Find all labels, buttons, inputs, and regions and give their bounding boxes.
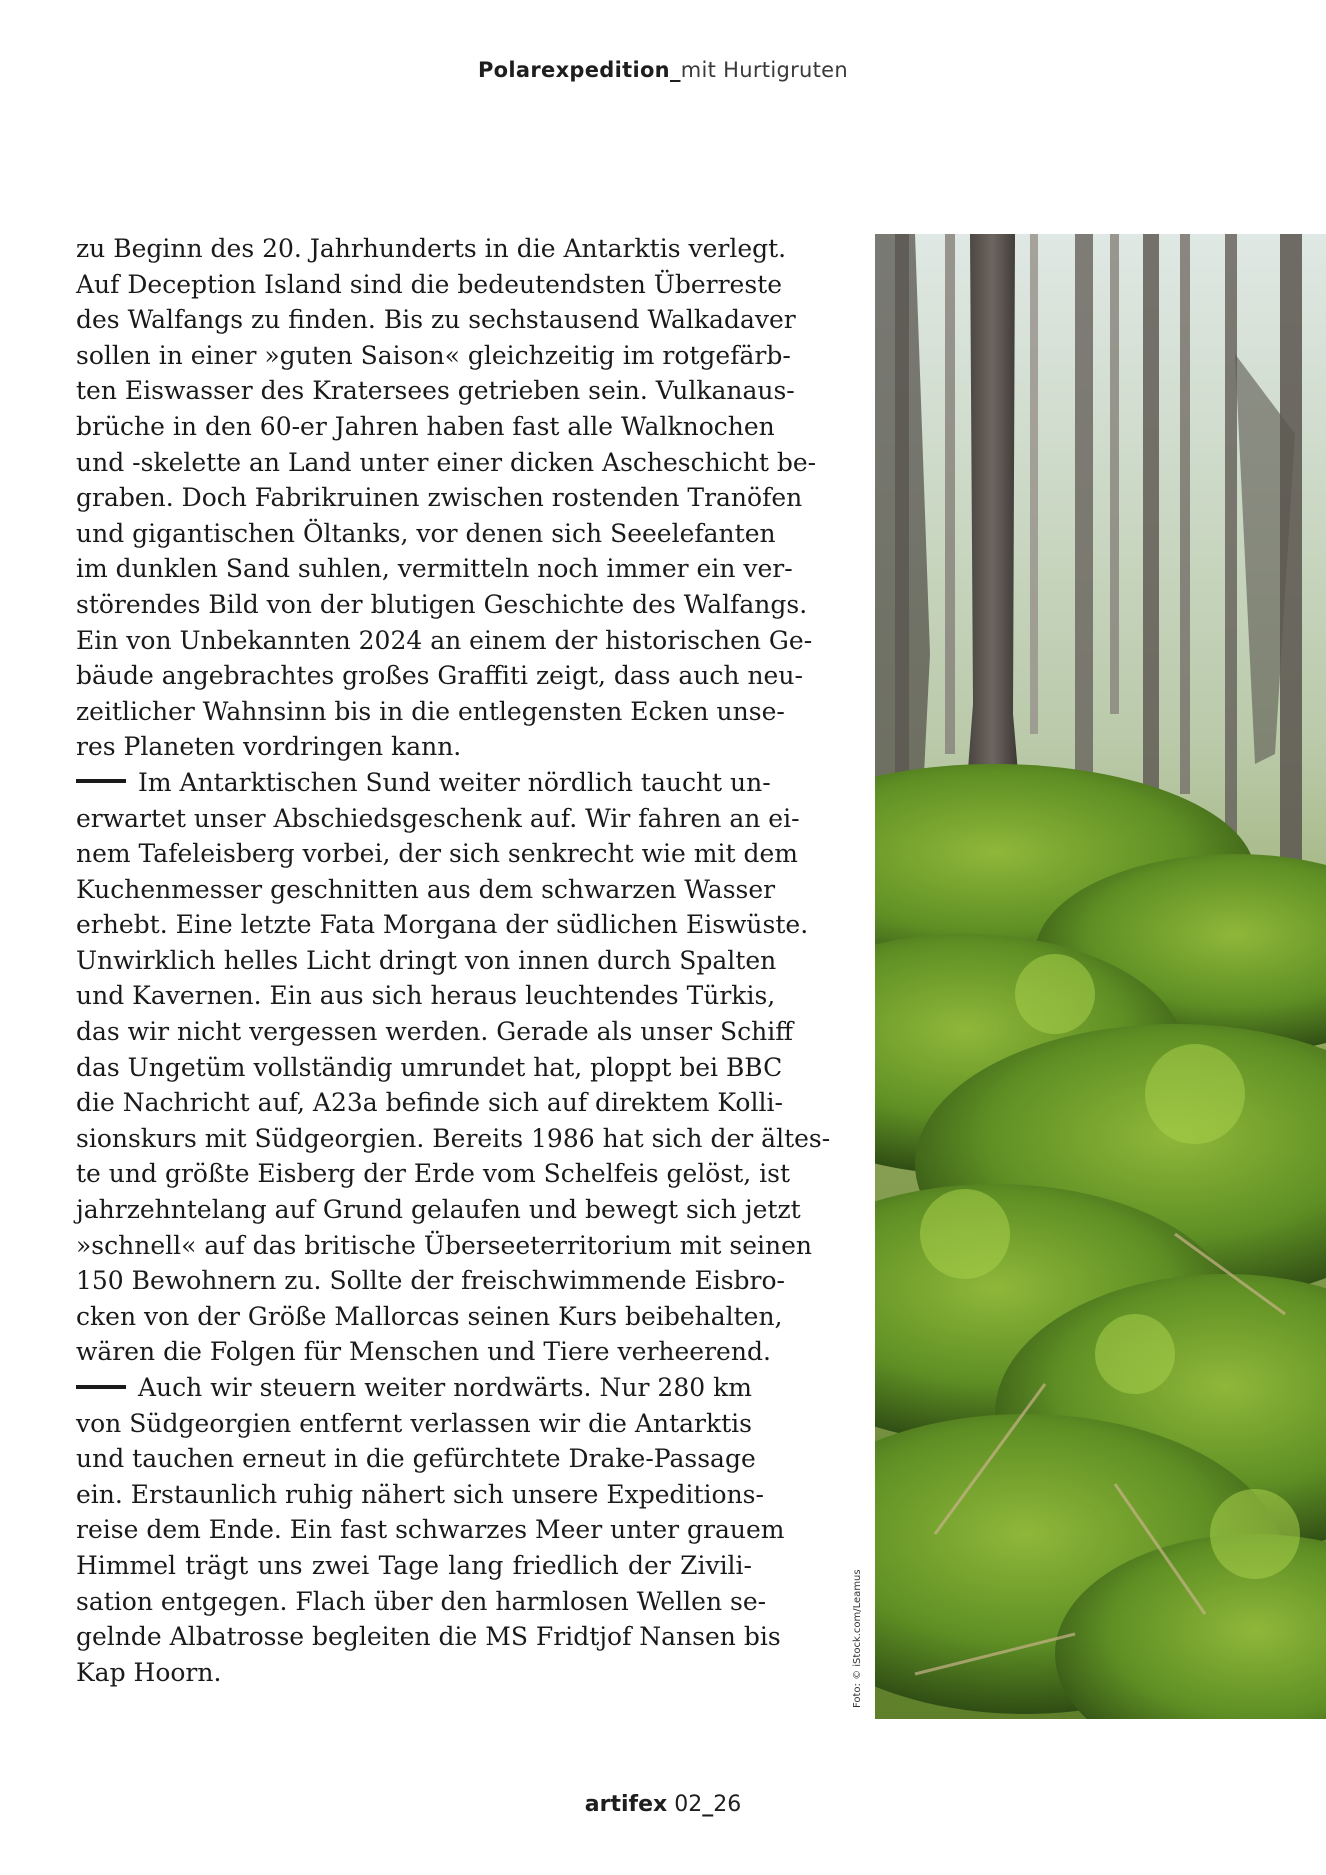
article-line: reise dem Ende. Ein fast schwarzes Meer unter grauem: [76, 1515, 785, 1545]
paragraph-dash: [76, 779, 126, 783]
article-line: Ein von Unbekannten 2024 an einem der historischen Ge-: [76, 625, 813, 655]
magazine-name: artifex: [584, 1792, 668, 1817]
article-line: zu Beginn des 20. Jahrhunderts in die Antarktis verlegt.: [76, 234, 787, 263]
footer-separator: _: [702, 1792, 714, 1817]
article-line: erhebt. Eine letzte Fata Morgana der südlichen Eiswüste.: [76, 910, 809, 940]
header-separator: _: [669, 58, 681, 82]
article-line: Im Antarktischen Sund weiter nördlich taucht un-: [138, 767, 771, 797]
photo-credit: Foto: © iStock.com/Leamus: [852, 1569, 863, 1708]
article-line: nem Tafeleisberg vorbei, der sich senkrecht wie mit dem: [76, 839, 798, 869]
article-line: sollen in einer »guten Saison« gleichzeitig im rotgefärb-: [76, 340, 791, 370]
paragraph-start: [76, 1370, 752, 1406]
article-line: jahrzehntelang auf Grund gelaufen und bewegt sich jetzt: [76, 1195, 801, 1225]
article-line: cken von der Größe Mallorcas seinen Kurs beibehalten,: [76, 1301, 783, 1331]
page-number: 26: [713, 1792, 742, 1817]
article-line: Unwirklich helles Licht dringt von innen durch Spalten: [76, 945, 777, 975]
article-line: das Ungetüm vollständig umrundet hat, ploppt bei BBC: [76, 1052, 783, 1082]
article-line: brüche in den 60-er Jahren haben fast alle Walknochen: [76, 411, 775, 441]
article-line: erwartet unser Abschiedsgeschenk auf. Wir fahren an ei-: [76, 803, 800, 833]
article-line: und -skelette an Land unter einer dicken Ascheschicht be-: [76, 447, 817, 477]
article-line: gelnde Albatrosse begleiten die MS Fridtjof Nansen bis: [76, 1622, 781, 1652]
article-line: graben. Doch Fabrikruinen zwischen rostenden Tranöfen: [76, 483, 803, 513]
article-line: und tauchen erneut in die gefürchtete Drake-Passage: [76, 1444, 756, 1474]
article-line: wären die Folgen für Menschen und Tiere verheerend.: [76, 1337, 771, 1367]
article-line: Kuchenmesser geschnitten aus dem schwarzen Wasser: [76, 874, 776, 904]
article-line: ten Eiswasser des Kratersees getrieben sein. Vulkanaus-: [76, 376, 795, 406]
header-subtitle: mit Hurtigruten: [680, 58, 848, 82]
article-line: »schnell« auf das britische Überseeterritorium mit seinen: [76, 1230, 812, 1260]
article-line: sionskurs mit Südgeorgien. Bereits 1986 hat sich der ältes-: [76, 1123, 831, 1153]
article-line: von Südgeorgien entfernt verlassen wir die Antarktis: [76, 1408, 752, 1438]
header-title: Polarexpedition: [477, 58, 670, 82]
article-line: das wir nicht vergessen werden. Gerade als unser Schiff: [76, 1017, 794, 1047]
article-line: bäude angebrachtes großes Graffiti zeigt, dass auch neu-: [76, 661, 803, 691]
article-line: und Kavernen. Ein aus sich heraus leuchtendes Türkis,: [76, 981, 776, 1011]
article-line: Auf Deception Island sind die bedeutendsten Überreste: [76, 269, 783, 299]
article-line: die Nachricht auf, A23a befinde sich auf direktem Kolli-: [76, 1088, 783, 1118]
article-line: sation entgegen. Flach über den harmlosen Wellen se-: [76, 1586, 767, 1616]
paragraph-start: [76, 765, 771, 801]
article-body: [76, 231, 831, 1690]
article-line: ein. Erstaunlich ruhig nähert sich unsere Expeditions-: [76, 1479, 764, 1509]
article-line: Kap Hoorn.: [76, 1657, 222, 1687]
article-line: te und größte Eisberg der Erde vom Schelfeis gelöst, ist: [76, 1159, 791, 1189]
paragraph-dash: [76, 1385, 126, 1389]
running-header: [0, 58, 1326, 82]
article-line: im dunklen Sand suhlen, vermitteln noch immer ein ver-: [76, 554, 793, 584]
article-line: Himmel trägt uns zwei Tage lang friedlich der Zivili-: [76, 1550, 752, 1580]
article-line: zeitlicher Wahnsinn bis in die entlegensten Ecken unse-: [76, 696, 785, 726]
article-line: störendes Bild von der blutigen Geschichte des Walfangs.: [76, 589, 808, 619]
forest-illustration: [875, 234, 1326, 1719]
forest-photo: [875, 234, 1326, 1719]
article-line: res Planeten vordringen kann.: [76, 732, 462, 762]
article-line: 150 Bewohnern zu. Sollte der freischwimmende Eisbro-: [76, 1266, 785, 1296]
article-line: Auch wir steuern weiter nordwärts. Nur 280 km: [138, 1373, 752, 1402]
page-footer: [0, 1792, 1326, 1817]
article-line: und gigantischen Öltanks, vor denen sich Seeelefanten: [76, 518, 776, 548]
article-line: des Walfangs zu finden. Bis zu sechstausend Walkadaver: [76, 305, 796, 335]
issue-number: 02: [674, 1792, 703, 1817]
